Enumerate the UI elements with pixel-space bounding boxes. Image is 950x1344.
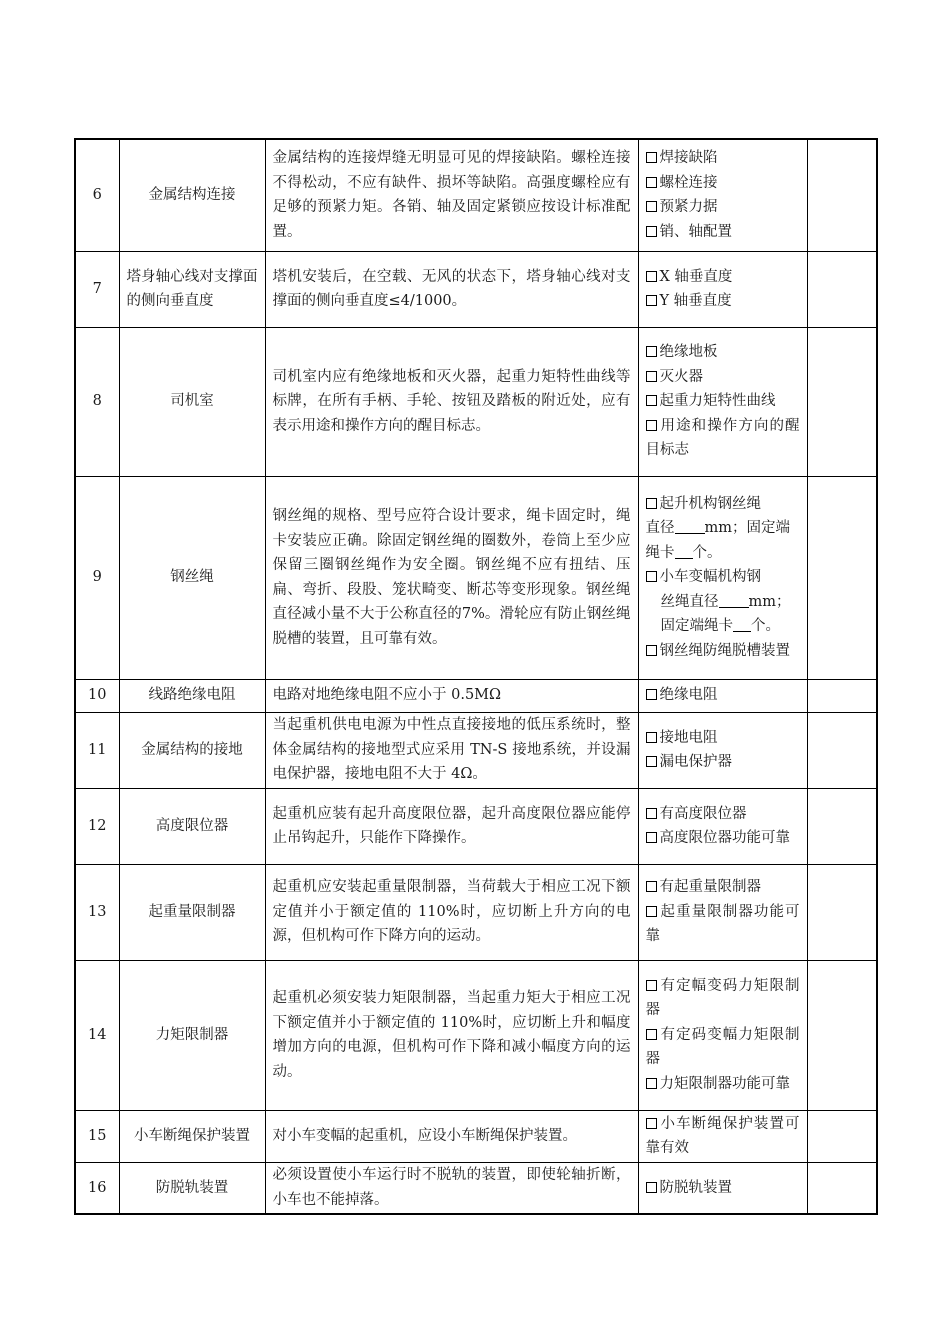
table-row [75, 327, 877, 476]
check-option: 小车变幅机构钢 丝绳直径 mm； 固定端绳卡 个。 [646, 565, 800, 639]
checkbox[interactable] [646, 571, 657, 582]
fill-in-blank[interactable] [675, 544, 693, 559]
row-number: 8 [75, 327, 119, 476]
check-options [638, 476, 807, 679]
check-options [638, 788, 807, 864]
check-option: 漏电保护器 [646, 750, 800, 775]
row-number: 13 [75, 864, 119, 960]
row-number: 12 [75, 788, 119, 864]
fill-in-blank[interactable] [719, 593, 749, 608]
checkbox[interactable] [646, 906, 657, 917]
checkbox[interactable] [646, 371, 657, 382]
requirement-text: 起重机应安装起重量限制器，当荷载大于相应工况下额定值并小于额定值的 110%时，应切断上升方向的电源，但机构可作下降方向的运动。 [265, 864, 638, 960]
checkbox[interactable] [646, 271, 657, 282]
remarks-cell [807, 1110, 877, 1162]
check-option: 接地电阻 [646, 726, 800, 751]
check-option: 焊接缺陷 [646, 146, 800, 171]
item-name: 起重量限制器 [119, 864, 265, 960]
requirement-text: 必须设置使小车运行时不脱轨的装置，即使轮轴折断，小车也不能掉落。 [265, 1162, 638, 1214]
row-number: 15 [75, 1110, 119, 1162]
item-name: 钢丝绳 [119, 476, 265, 679]
remarks-cell [807, 139, 877, 251]
row-number: 7 [75, 251, 119, 327]
checkbox[interactable] [646, 201, 657, 212]
table-row [75, 679, 877, 712]
row-number: 6 [75, 139, 119, 251]
requirement-text: 电路对地绝缘电阻不应小于 0.5MΩ [265, 679, 638, 712]
checkbox[interactable] [646, 420, 657, 431]
table-row [75, 864, 877, 960]
check-option: 起重力矩特性曲线 [646, 389, 800, 414]
checkbox[interactable] [646, 152, 657, 163]
checkbox[interactable] [646, 346, 657, 357]
table-row [75, 960, 877, 1110]
checkbox[interactable] [646, 498, 657, 509]
row-number: 16 [75, 1162, 119, 1214]
checkbox[interactable] [646, 1029, 657, 1040]
check-option: 销、轴配置 [646, 220, 800, 245]
requirement-text: 钢丝绳的规格、型号应符合设计要求，绳卡固定时，绳卡安装应正确。除固定钢丝绳的圈数外，卷筒上至少应保留三圈钢丝绳作为安全圈。钢丝绳不应有扭结、压扁、弯折、段股、笼状畸变、断芯等变形现象。钢丝绳直径减小量不大于公称直径的7%。滑轮应有防止钢丝绳脱槽的装置，且可靠有效。 [265, 476, 638, 679]
check-option: Y 轴垂直度 [646, 289, 800, 314]
checkbox[interactable] [646, 645, 657, 656]
requirement-text: 塔机安装后，在空载、无风的状态下，塔身轴心线对支撑面的侧向垂直度≤4/1000。 [265, 251, 638, 327]
table-row [75, 251, 877, 327]
check-option: 预紧力据 [646, 195, 800, 220]
requirement-text: 当起重机供电电源为中性点直接接地的低压系统时，整体金属结构的接地型式应采用 TN-S 接地系统，并设漏电保护器，接地电阻不大于 4Ω。 [265, 712, 638, 788]
requirement-text: 金属结构的连接焊缝无明显可见的焊接缺陷。螺栓连接不得松动，不应有缺件、损坏等缺陷。高强度螺栓应有足够的预紧力矩。各销、轴及固定紧锁应按设计标准配置。 [265, 139, 638, 251]
check-option: 灭火器 [646, 365, 800, 390]
check-options [638, 1162, 807, 1214]
check-option: 有定幅变码力矩限制器 [645, 977, 800, 1019]
remarks-cell [807, 960, 877, 1110]
checkbox[interactable] [646, 808, 657, 819]
checkbox[interactable] [646, 177, 657, 188]
remarks-cell [807, 712, 877, 788]
check-options [638, 712, 807, 788]
check-option: 绝缘电阻 [646, 683, 800, 708]
checkbox[interactable] [646, 881, 657, 892]
row-number: 10 [75, 679, 119, 712]
requirement-text: 起重机应装有起升高度限位器，起升高度限位器应能停止吊钩起升，只能作下降操作。 [265, 788, 638, 864]
table-row [75, 788, 877, 864]
check-option: 力矩限制器功能可靠 [646, 1072, 800, 1097]
check-option: 绝缘地板 [646, 340, 800, 365]
table-row [75, 1162, 877, 1214]
checkbox[interactable] [646, 1182, 657, 1193]
item-name: 金属结构的接地 [119, 712, 265, 788]
table-row [75, 712, 877, 788]
check-option: 有高度限位器 [646, 802, 800, 827]
item-name: 塔身轴心线对支撑面的侧向垂直度 [119, 251, 265, 327]
checkbox[interactable] [646, 395, 657, 406]
check-option: 有起重量限制器 [646, 875, 800, 900]
fill-in-blank[interactable] [675, 519, 705, 534]
check-options [638, 327, 807, 476]
fill-in-blank[interactable] [733, 617, 751, 632]
checkbox[interactable] [646, 295, 657, 306]
item-name: 线路绝缘电阻 [119, 679, 265, 712]
check-options [638, 679, 807, 712]
check-option: X 轴垂直度 [646, 265, 800, 290]
row-number: 9 [75, 476, 119, 679]
table-row [75, 476, 877, 679]
check-option: 高度限位器功能可靠 [646, 826, 800, 851]
requirement-text: 对小车变幅的起重机，应设小车断绳保护装置。 [265, 1110, 638, 1162]
checkbox[interactable] [646, 756, 657, 767]
checkbox[interactable] [646, 732, 657, 743]
check-option: 起升机构钢丝绳 直径 mm；固定端 绳卡 个。 [645, 495, 790, 561]
requirement-text: 司机室内应有绝缘地板和灭火器，起重力矩特性曲线等标牌，在所有手柄、手轮、按钮及踏板的附近处，应有表示用途和操作方向的醒目标志。 [265, 327, 638, 476]
check-option: 起重量限制器功能可靠 [645, 903, 800, 945]
check-options [638, 1110, 807, 1162]
item-name: 司机室 [119, 327, 265, 476]
check-options [638, 960, 807, 1110]
remarks-cell [807, 1162, 877, 1214]
inspection-table [74, 138, 878, 1215]
remarks-cell [807, 788, 877, 864]
remarks-cell [807, 476, 877, 679]
checkbox[interactable] [646, 980, 657, 991]
checkbox[interactable] [646, 226, 657, 237]
check-option: 用途和操作方向的醒目标志 [645, 417, 800, 459]
table-row [75, 1110, 877, 1162]
check-option: 螺栓连接 [646, 171, 800, 196]
check-options [638, 139, 807, 251]
item-name: 金属结构连接 [119, 139, 265, 251]
check-option: 钢丝绳防绳脱槽装置 [646, 639, 800, 664]
check-options [638, 251, 807, 327]
check-option: 小车断绳保护装置可靠有效 [645, 1115, 800, 1156]
remarks-cell [807, 327, 877, 476]
requirement-text: 起重机必须安装力矩限制器，当起重力矩大于相应工况下额定值并小于额定值的 110%时，应切断上升和幅度增加方向的电源，但机构可作下降和减小幅度方向的运动。 [265, 960, 638, 1110]
check-option: 防脱轨装置 [646, 1176, 800, 1201]
item-name: 防脱轨装置 [119, 1162, 265, 1214]
table-row [75, 139, 877, 251]
remarks-cell [807, 864, 877, 960]
remarks-cell [807, 251, 877, 327]
check-option: 有定码变幅力矩限制器 [645, 1026, 800, 1068]
item-name: 高度限位器 [119, 788, 265, 864]
checkbox[interactable] [646, 1118, 657, 1129]
row-number: 11 [75, 712, 119, 788]
item-name: 小车断绳保护装置 [119, 1110, 265, 1162]
row-number: 14 [75, 960, 119, 1110]
item-name: 力矩限制器 [119, 960, 265, 1110]
checkbox[interactable] [646, 689, 657, 700]
check-options [638, 864, 807, 960]
remarks-cell [807, 679, 877, 712]
checkbox[interactable] [646, 1078, 657, 1089]
checkbox[interactable] [646, 832, 657, 843]
